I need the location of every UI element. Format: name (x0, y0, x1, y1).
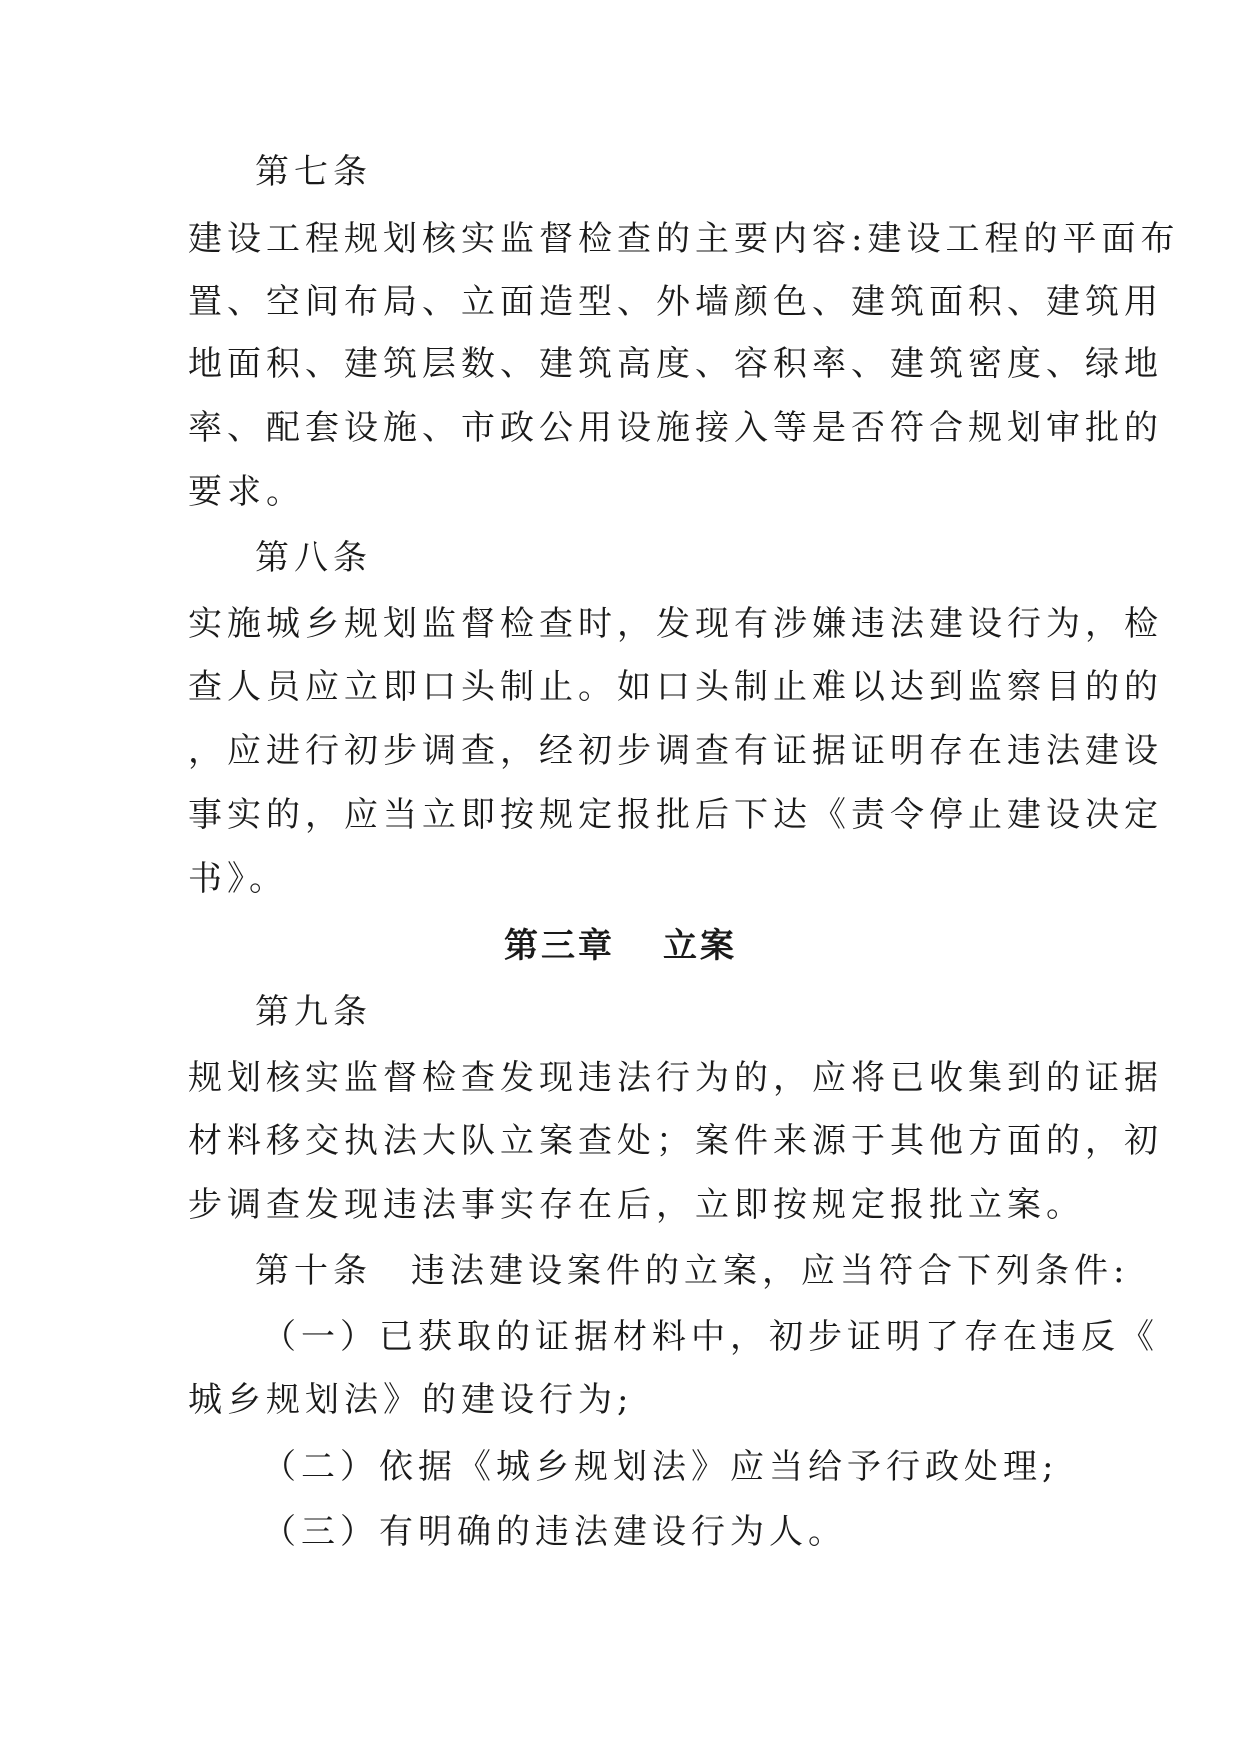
article-10-item-1-line-1: （一）已获取的证据材料中，初步证明了存在违反《 (262, 1317, 1159, 1357)
article-8-line-1: 实施城乡规划监督检查时，发现有涉嫌违法建设行为，检 (188, 604, 1163, 644)
chapter-number: 第三章 (504, 926, 615, 966)
article-7-line-2: 置、空间布局、立面造型、外墙颜色、建筑面积、建筑用 (188, 282, 1163, 322)
article-10-heading: 第十条 违法建设案件的立案，应当符合下列条件: (255, 1251, 1130, 1291)
article-10-item-1-line-2: 城乡规划法》的建设行为; (188, 1380, 634, 1420)
chapter-heading (0, 924, 1241, 968)
article-8-line-3: ，应进行初步调查，经初步调查有证据证明存在违法建设 (188, 731, 1163, 771)
article-9-line-2: 材料移交执法大队立案查处；案件来源于其他方面的，初 (188, 1121, 1163, 1161)
article-7-line-3: 地面积、建筑层数、建筑高度、容积率、建筑密度、绿地 (188, 344, 1163, 384)
article-9-line-3: 步调查发现违法事实存在后，立即按规定报批立案。 (188, 1185, 1085, 1225)
article-7-line-4: 率、配套设施、市政公用设施接入等是否符合规划审批的 (188, 408, 1163, 448)
article-10-item-3: （三）有明确的违法建设行为人。 (262, 1512, 847, 1552)
article-8-line-5: 书》。 (188, 859, 288, 899)
chapter-title: 立案 (663, 926, 737, 966)
article-7-heading: 第七条 (255, 152, 372, 192)
article-7-line-5: 要求。 (188, 472, 305, 512)
article-9-line-1: 规划核实监督检查发现违法行为的，应将已收集到的证据 (188, 1058, 1163, 1098)
article-8-line-2: 查人员应立即口头制止。如口头制止难以达到监察目的的 (188, 667, 1163, 707)
article-8-line-4: 事实的，应当立即按规定报批后下达《责令停止建设决定 (188, 795, 1163, 835)
article-7-line-1: 建设工程规划核实监督检查的主要内容:建设工程的平面布 (188, 219, 1180, 259)
article-10-item-2: （二）依据《城乡规划法》应当给予行政处理; (262, 1447, 1059, 1487)
article-9-heading: 第九条 (255, 992, 372, 1032)
article-8-heading: 第八条 (255, 538, 372, 578)
